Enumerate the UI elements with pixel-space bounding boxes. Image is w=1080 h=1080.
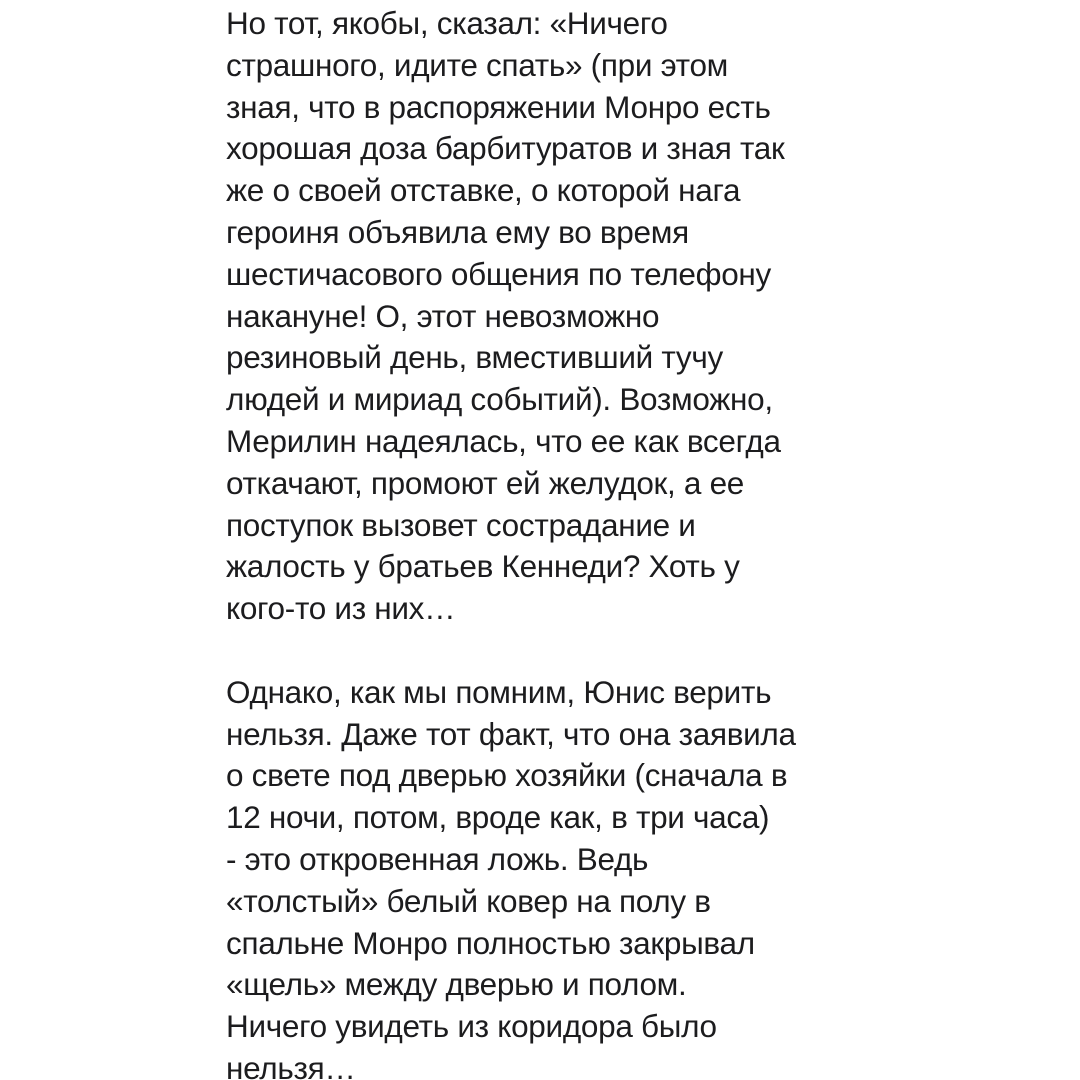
text-line: Мерилин надеялась, что ее как всегда xyxy=(226,422,781,459)
text-line: жалость у братьев Кеннеди? Хоть у xyxy=(226,548,740,585)
text-line: - это откровенная ложь. Ведь xyxy=(226,840,649,877)
text-line: кого-то из них… xyxy=(226,590,456,627)
text-line: о свете под дверью хозяйки (сначала в xyxy=(226,757,788,794)
text-line: «щель» между дверью и полом. xyxy=(226,966,687,1003)
text-line: Однако, как мы помним, Юнис верить xyxy=(226,673,772,710)
text-line: нельзя. Даже тот факт, что она заявила xyxy=(226,715,796,752)
text-line: страшного, идите спать» (при этом xyxy=(226,46,729,83)
text-line: людей и мириад событий). Возможно, xyxy=(226,381,773,418)
paragraph-1 xyxy=(226,3,886,630)
text-line: Но тот, якобы, сказал: «Ничего xyxy=(226,5,668,41)
text-line: резиновый день, вместивший тучу xyxy=(226,339,723,376)
text-line: «толстый» белый ковер на полу в xyxy=(226,882,711,919)
text-line: же о своей отставке, о которой нага xyxy=(226,172,741,209)
text-line: спальне Монро полностью закрывал xyxy=(226,924,755,961)
paragraph-spacer xyxy=(226,630,886,672)
text-line: нельзя… xyxy=(226,1049,356,1080)
text-line: героиня объявила ему во время xyxy=(226,213,689,250)
text-line: накануне! О, этот невозможно xyxy=(226,297,660,334)
paragraph-2 xyxy=(226,672,886,1080)
text-line: шестичасового общения по телефону xyxy=(226,255,771,292)
text-line: Ничего увидеть из коридора было xyxy=(226,1008,717,1045)
text-body xyxy=(226,3,886,1080)
text-line: 12 ночи, потом, вроде как, в три часа) xyxy=(226,799,770,836)
text-line: зная, что в распоряжении Монро есть xyxy=(226,88,771,125)
text-line: поступок вызовет сострадание и xyxy=(226,506,696,543)
text-line: хорошая доза барбитуратов и зная так xyxy=(226,130,785,167)
text-line: откачают, промоют ей желудок, а ее xyxy=(226,464,745,501)
